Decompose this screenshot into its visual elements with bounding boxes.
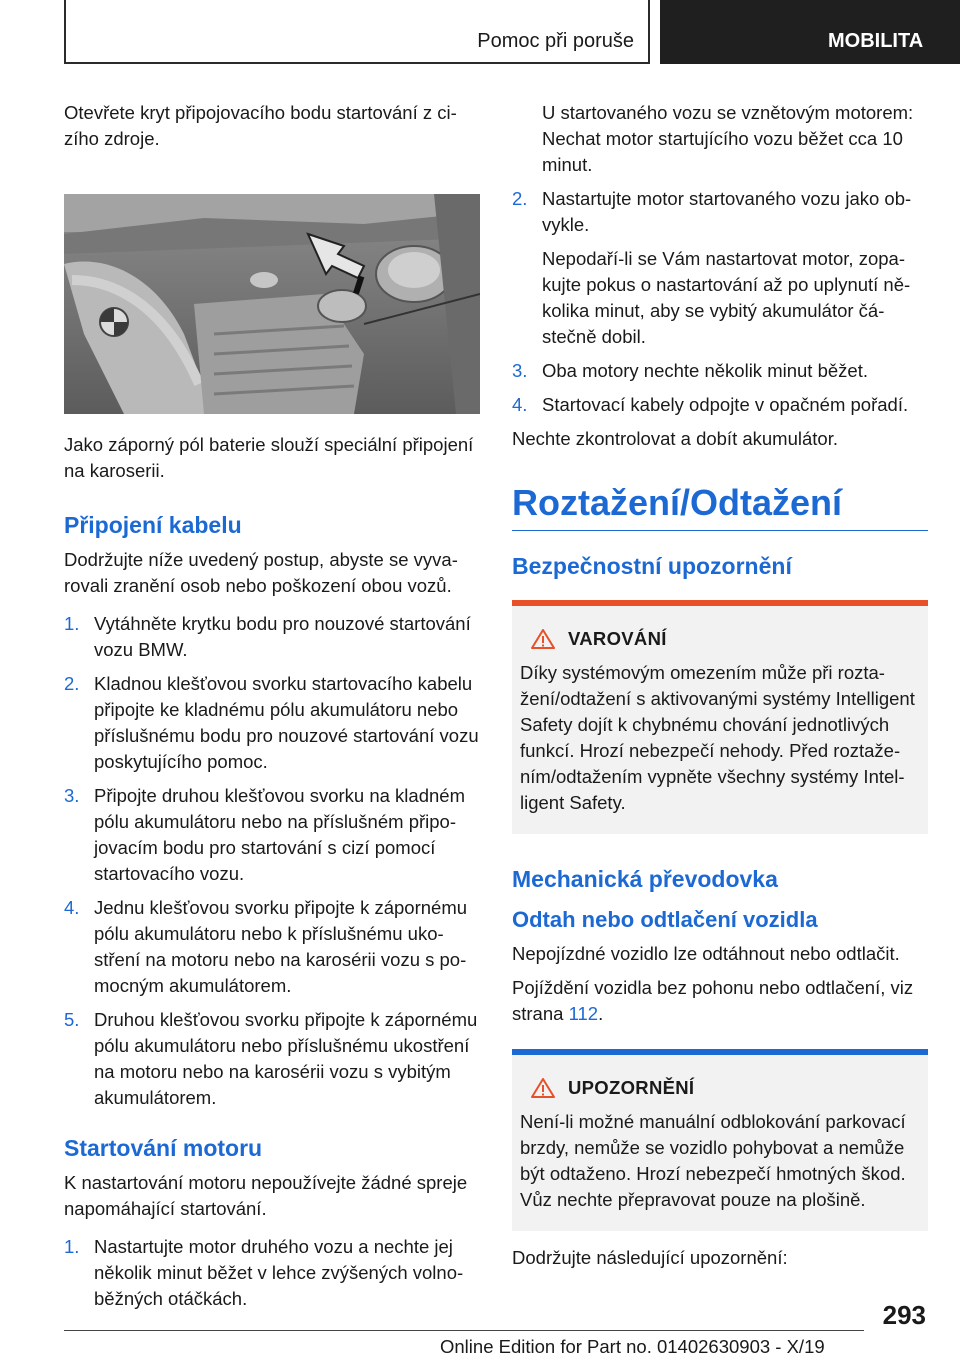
start-heading: Startování motoru [64,1135,263,1161]
caution-title: UPOZORNĚNÍ [568,1077,695,1098]
cable-heading: Připojení kabelu [64,512,242,538]
edition-note: Online Edition for Part no. 01402630903 - X/19 [440,1336,825,1357]
step1-continuation: U startovaného vozu se vznětovým motorem: Nechat motor startujícího vozu běžet cca 10 minut. [542,102,914,175]
chapter-tab [660,0,960,64]
warning-text: Díky systémovým omezením může při roztažení/odtažení s aktivovanými systémy Intelligent Safety dojít k chybnému chování jednotlivých funkcí. Hrozí nebezpečí nehody. Před roztažením/odtažením vypněte všechny systémy Intelligent Safety. [520,662,915,813]
list-item: 4. Jednu klešťovou svorku připojte k zápornému pólu akumulátoru nebo k příslušnému ukostření na motoru nebo na karosérii vozu s pomocným akumulátorem. [64,897,468,996]
intro-paragraph: Otevřete kryt připojovacího bodu startování z cizího zdroje. [64,102,457,149]
warning-box [512,600,928,834]
left-column [64,100,480,1320]
engine-bay-photo [64,194,480,414]
caution-box [512,1049,928,1231]
right-column [512,100,928,1283]
section-title: Pomoc při poruše [477,30,634,52]
warning-title: VAROVÁNÍ [568,628,667,649]
page-number: 293 [882,1300,926,1330]
tow-sub-heading: Odtah nebo odtlačení vozidla [512,907,818,932]
final-note: Dodržujte následující upozornění: [512,1247,788,1268]
list-item: 1. Vytáhněte krytku bodu pro nouzové startování vozu BMW. [64,613,471,660]
after-start-note: Nechte zkontrolovat a dobít akumulátor. [512,428,838,449]
manual-transmission-heading: Mechanická převodovka [512,866,778,892]
header-section-box [64,0,650,64]
warning-icon [530,628,556,650]
tow-paragraph-2: Pojíždění vozidla bez pohonu nebo odtlačení, viz strana 112. [512,977,914,1024]
tow-paragraph-1: Nepojízdné vozidlo lze odtáhnout nebo odtlačit. [512,943,900,964]
list-item: 3. Připojte druhou klešťovou svorku na kladném pólu akumulátoru nebo na příslušném připojovacím bodu pro startování s cizí pomocí startovacího vozu. [64,785,465,884]
start-steps-continued [512,186,928,418]
list-item: 2. Kladnou klešťovou svorku startovacího kabelu připojte ke kladnému pólu akumulátoru nebo příslušnému bodu pro nouzové startování vozu poskytujícího pomoc. [64,673,479,772]
list-item: 5. Druhou klešťovou svorku připojte k zápornému pólu akumulátoru nebo příslušnému ukostření na motoru nebo na karosérii vozu s vybitým akumulátorem. [64,1009,478,1108]
cable-steps-list [64,611,480,1111]
footer-divider [64,1330,864,1331]
list-item: 2. Nastartujte motor startovaného vozu jako obvykle. Nepodaří-li se Vám nastartovat motor, zopakujte pokus o nastartování až po uplynutí několika minut, aby se vybitý akumulátor částečně dobil. [512,188,912,347]
cable-intro: Dodržujte níže uvedený postup, abyste se vyvarovali zranění osob nebo poškození obou vozů. [64,549,458,596]
list-item: 3. Oba motory nechte několik minut běžet. [512,360,868,381]
start-intro: K nastartování motoru nepoužívejte žádné spreje napomáhající startování. [64,1172,468,1219]
start-steps-list [64,1234,480,1312]
tow-heading: Roztažení/Odtažení [512,482,928,531]
list-item: 1. Nastartujte motor druhého vozu a nechte jej několik minut běžet v lehce zvýšených volnoběžných otáčkách. [64,1236,464,1309]
list-item: 4. Startovací kabely odpojte v opačném pořadí. [512,394,909,415]
safety-heading: Bezpečnostní upozornění [512,553,792,579]
caution-icon [530,1077,556,1099]
caution-text: Není-li možné manuální odblokování parkovací brzdy, nemůže se vozidlo pohybovat a nemůže být odtaženo. Hrozí nebezpečí hmotných škod. Vůz nechte přepravovat pouze na plošině. [520,1111,906,1210]
chapter-title: MOBILITA [828,30,924,52]
page-link[interactable]: 112 [568,1003,599,1024]
photo-caption: Jako záporný pól baterie slouží speciální připojení na karoserii. [64,434,474,481]
